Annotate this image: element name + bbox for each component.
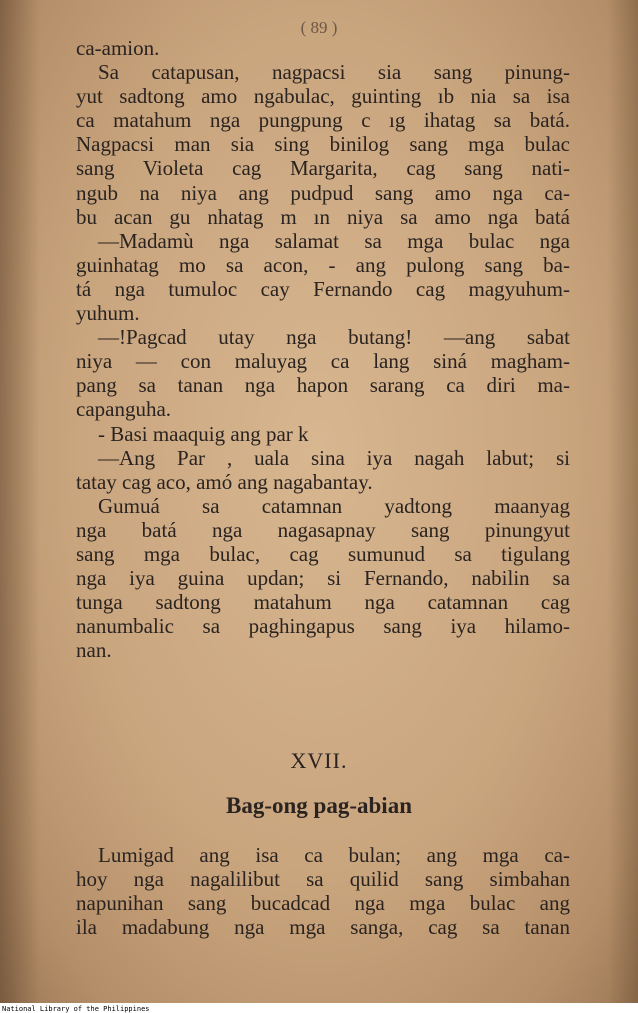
text-line: niya — con maluyag ca lang siná magham-: [76, 349, 570, 374]
text-line: —!Pagcad utay nga butang! —ang sabat: [98, 325, 570, 350]
page-number: ( 89 ): [300, 18, 338, 37]
text-line: nga iya guina updan; si Fernando, nabilin sa: [76, 566, 570, 591]
text-line: tunga sadtong matahum nga catamnan cag: [76, 590, 570, 615]
chapter-number: XVII.: [290, 748, 348, 773]
text-line: Lumigad ang isa ca bulan; ang mga ca-: [98, 843, 570, 867]
text-line: yut sadtong amo ngabulac, guinting ıb nia sa isa: [76, 84, 570, 109]
text-line: bu acan gu nhatag m ın niya sa amo nga batá: [76, 204, 570, 229]
text-line: ngub na niya ang pudpud sang amo nga ca-: [76, 180, 570, 205]
body-text-top: [76, 36, 570, 662]
text-line: capanguha.: [76, 397, 172, 422]
text-line: napunihan sang bucadcad nga mga bulac ang: [76, 891, 570, 916]
text-line: nga batá nga nagasapnay sang pinungyut: [76, 517, 570, 542]
text-line: tá nga tumuloc cay Fernando cag magyuhum-: [76, 276, 570, 301]
text-line: ca matahum nga pungpung c ıg ihatag sa batá.: [76, 108, 570, 133]
text-line: hoy nga nagalilibut sa quilid sang simbahan: [76, 867, 570, 892]
text-line: Sa catapusan, nagpacsi sia sang pinung-: [98, 60, 570, 85]
text-line: ca-amion.: [76, 36, 160, 60]
text-line: Gumuá sa catamnan yadtong maanyag: [98, 493, 570, 518]
library-footer: National Library of the Philippines: [2, 1005, 150, 1013]
text-line: tatay cag aco, amó ang nagabantay.: [76, 469, 373, 494]
text-line: nanumbalic sa paghingapus sang iya hilamo-: [76, 614, 570, 639]
text-line: ila madabung nga mga sanga, cag sa tanan: [76, 915, 570, 940]
text-line: sang Violeta cag Margarita, cag sang nati-: [76, 156, 570, 181]
body-text-bottom: [76, 843, 570, 939]
text-line: nan.: [76, 638, 112, 663]
text-line: yuhum.: [76, 301, 140, 326]
chapter-title: Bag-ong pag-abian: [226, 793, 412, 818]
text-line: pang sa tanan nga hapon sarang ca diri ma-: [76, 373, 570, 398]
text-line: —Ang Par , uala sina iya nagah labut; si: [98, 445, 570, 470]
text-line: sang mga bulac, cag sumunud sa tigulang: [76, 541, 570, 566]
text-line: guinhatag mo sa acon, - ang pulong sang ba-: [76, 252, 570, 277]
text-line: —Madamù nga salamat sa mga bulac nga: [98, 228, 570, 253]
text-line: - Basi maaquig ang par k: [98, 421, 309, 446]
text-line: Nagpacsi man sia sing binilog sang mga bulac: [76, 132, 570, 157]
